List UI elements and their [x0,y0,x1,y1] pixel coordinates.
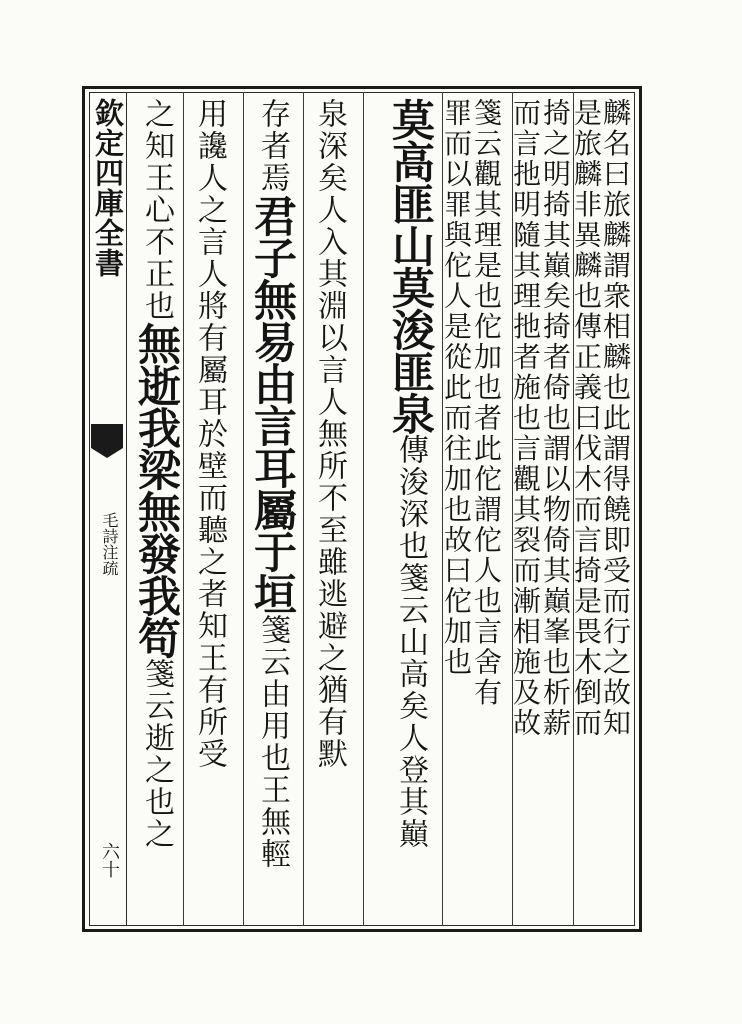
column-rule [183,92,184,926]
column-text-segment: 無逝我梁無發我笱 [131,322,181,658]
column-text-segment: 泉深矣人入其淵以言人無所不至雖逃避之猶有默 [312,98,347,770]
column-text-segment: 是旅麟非異麟也傳正義曰伐木而言掎是畏木倒而 [570,98,603,739]
text-column-1 [599,98,632,918]
text-column-4 [509,98,542,918]
column-text-segment: 箋云逝之也之 [139,658,174,850]
text-column-6 [440,98,473,918]
text-column-7 [385,98,435,918]
column-text-segment: 用讒人之言人將有屬耳於壁而聽之者知王有所受 [192,98,227,770]
fishtail-mark [91,424,123,448]
column-rule [243,92,244,926]
text-column-5 [470,98,503,918]
column-text-segment: 君子無易由言耳屬于垣 [247,194,297,614]
text-column-8 [312,98,347,918]
collection-title: 欽定四庫全書 [91,98,125,278]
column-text-segment: 存者焉 [255,98,290,194]
center-fold-column [89,92,127,926]
book-title: 毛詩注疏 [100,512,119,576]
column-text-segment: 罪而以罪與佗人是從此而往加也故曰佗加也 [440,98,473,678]
page-number: 六十 [99,842,120,878]
column-text-segment: 之知王心不正也 [139,98,174,322]
column-text-segment: 而言扡明隨其理扡者施也言觀其裂而漸相施及故 [509,98,542,739]
column-rule [303,92,304,926]
column-text-segment: 傳浚深也箋云山高矣人登其巔 [393,434,428,850]
column-rule [363,92,364,926]
column-text-segment: 箋云由用也王無輕 [255,614,290,870]
text-column-2 [570,98,603,918]
column-text-segment: 麟名曰旅麟謂衆相麟也此謂得饒即受而行之故知 [599,98,632,739]
column-text-segment: 箋云觀其理是也佗加也者此佗謂佗人也言舍有 [470,98,503,708]
text-column-10 [192,98,227,918]
text-column-3 [539,98,572,918]
text-column-11 [131,98,181,918]
text-column-9 [247,98,297,918]
column-text-segment: 莫高匪山莫浚匪泉 [385,98,435,434]
column-text-segment: 掎之明掎其巔矣掎者倚也謂以物倚其巔峯也析薪 [539,98,572,739]
